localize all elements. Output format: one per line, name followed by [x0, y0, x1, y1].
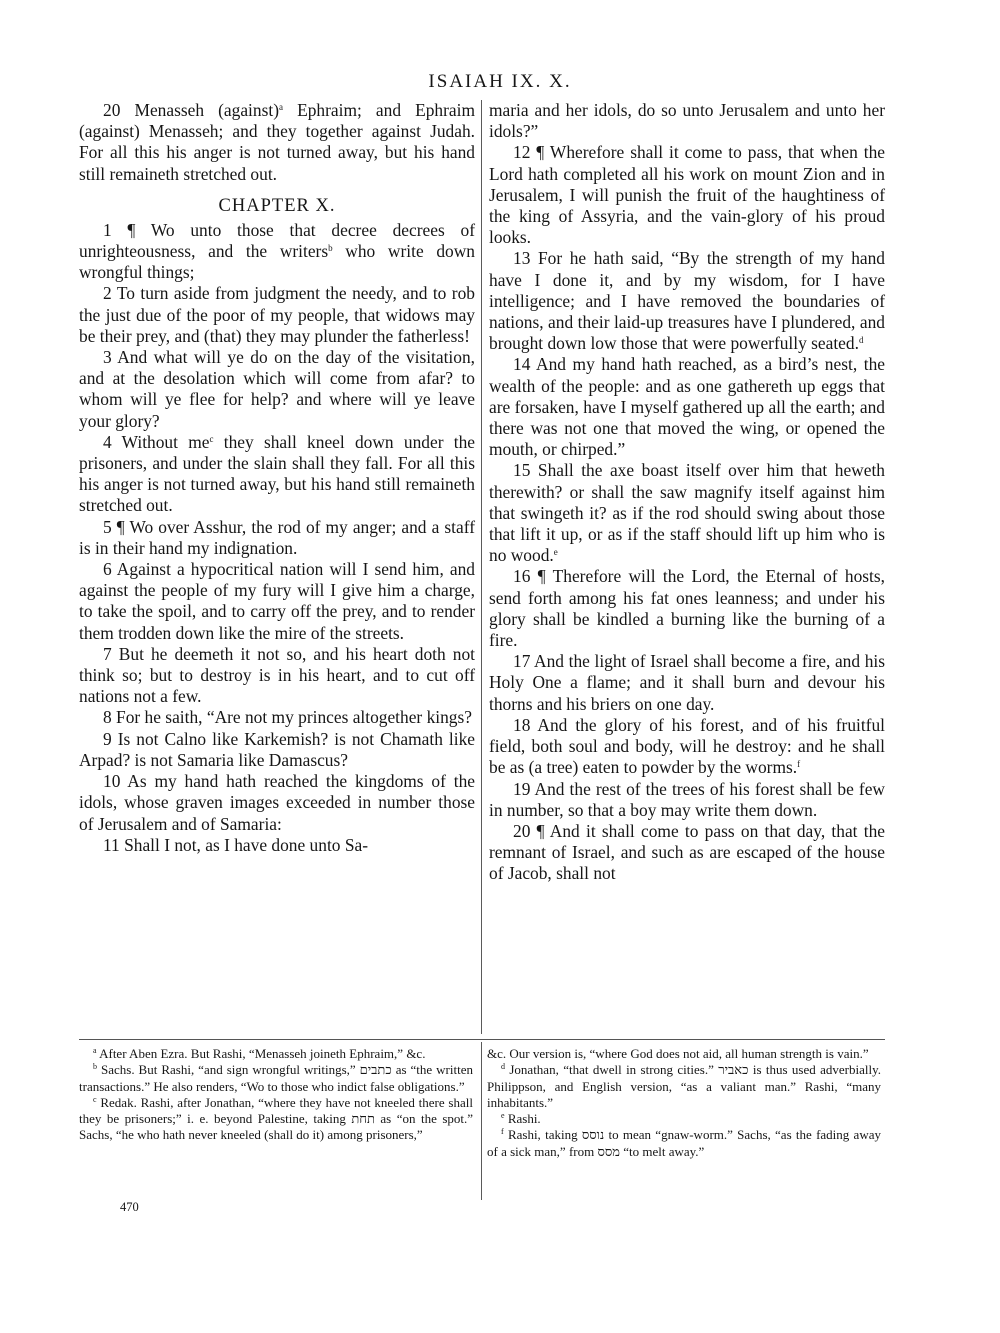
- footnote-c: $^c$ Redak. Rashi, after Jonathan, “where they have not kneeled there shall they be prisoners;” i. e. beyond Palestine, taking תחת as “on the spot.” Sachs, “he who hath never kneeled (shall do it) among prisoners,”: [79, 1094, 474, 1143]
- verse-10-5: 5 ¶ Wo over Asshur, the rod of my anger; and a staff is in their hand my indignation.: [79, 516, 475, 558]
- verse-10-9: 9 Is not Calno like Karkemish? is not Chamath like Arpad? is not Samaria like Damascus?: [79, 728, 475, 770]
- footnote-b: $^b$ Sachs. But Rashi, “and sign wrongful writings,” כתבים as “the written transactions.” He also renders, “Wo to those who indict false obligations.”: [79, 1062, 473, 1094]
- verse-10-16: 16 ¶ Therefore will the Lord, the Eternal of hosts, send forth among his fat ones leanness; and under his glory shall be kindled a burning like the burning of a fire.: [489, 566, 885, 651]
- verse-10-6: 6 Against a hypocritical nation will I send him, and against the people of my fury will I give him a charge, to take the spoil, and to carry off the prey, and to render them trodden down like the mire of the streets.: [79, 559, 475, 643]
- verse-10-19: 19 And the rest of the trees of his forest shall be few in number, so that a boy may write them down.: [489, 778, 885, 820]
- verse-10-13: 13 For he hath said, “By the strength of my hand have I done it, and by my wisdom, for I have intelligence; and I have removed the boundaries of nations, and their laid-up treasures have I plundered, and brought down low those that were powerfully seated.$^d$: [489, 248, 885, 354]
- footnote-ref-b: b: [328, 243, 333, 254]
- footnote-c-continued: &c. Our version is, “where God does not aid, all human strength is vain.”: [487, 1046, 869, 1061]
- verse-10-11-continued: maria and her idols, do so unto Jerusalem and unto her idols?”: [489, 100, 885, 142]
- column-divider: [481, 100, 482, 1034]
- verse-10-11: 11 Shall I not, as I have done unto Sa-: [103, 834, 368, 855]
- footnote-rule: [79, 1039, 885, 1040]
- verse-10-15: 15 Shall the axe boast itself over him that heweth therewith? or shall the saw magnify itself against him that swingeth it? as if the rod should swing about those that lift it up, or as if the staff should lift up him who is no wood.$^e$: [489, 460, 885, 566]
- footnote-ref-d: d: [858, 335, 864, 346]
- footnotes-left: [79, 1046, 473, 1144]
- verse-10-17: 17 And the light of Israel shall become a fire, and his Holy One a flame; and it shall burn and devour his thorns and his briers on one day.: [489, 651, 885, 714]
- left-text-column: [79, 100, 475, 856]
- footnotes-right: [487, 1046, 881, 1160]
- verse-10-3: 3 And what will ye do on the day of the visitation, and at the desolation which will come from afar? to whom will ye flee for help? and where will ye leave your glory?: [79, 347, 475, 431]
- verse-10-2: 2 To turn aside from judgment the needy, and to rob the just due of the poor of my people, that widows may be their prey, and (that) they may plunder the fatherless!: [79, 283, 475, 346]
- footnote-ref-f: f: [797, 759, 801, 770]
- verse-10-10: 10 As my hand hath reached the kingdoms of the idols, whose graven images exceeded in number those of Jerusalem and of Samaria:: [79, 771, 475, 834]
- verse-10-12: 12 ¶ Wherefore shall it come to pass, that when the Lord hath completed all his work on mount Zion and in Jerusalem, I will punish the fruit of the haughtiness of the king of Assyria, and the vain-glory of his proud looks.: [489, 142, 885, 248]
- verse-10-1: 1 ¶ Wo unto those that decree decrees of unrighteousness, and the writers$^b$ who write down wrongful things;: [79, 219, 475, 283]
- footnote-d: $^d$ Jonathan, “that dwell in strong cities.” כאביר is thus used adverbially. Philippson, and English version, “as a valiant man.” Rashi, “many inhabitants.”: [487, 1062, 881, 1110]
- right-text-column: [489, 100, 885, 885]
- verse-10-14: 14 And my hand hath reached, as a bird’s nest, the wealth of the people: and as one gathereth up eggs that are forsaken, have I myself gathered up all the earth; and there was not one that moved the wing, or opened the mouth, or chirped.”: [489, 354, 885, 460]
- footnote-ref-e: e: [553, 547, 558, 558]
- chapter-heading: CHAPTER X.: [218, 195, 336, 216]
- verse-10-7: 7 But he deemeth it not so, and his heart doth not think so; but to destroy is in his heart, and to cut off nations not a few.: [79, 643, 475, 707]
- verse-10-4: 4 Without $me^c$ they shall kneel down under the prisoners, and under the slain shall they fall. For all this his anger is not turned away, but his hand still remaineth stretched out.: [79, 431, 475, 516]
- running-head: ISAIAH IX. X.: [428, 71, 572, 92]
- footnote-column-divider: [481, 1042, 482, 1200]
- verse-10-8: 8 For he saith, “Are not my princes altogether kings?: [103, 707, 472, 728]
- footnote-ref-a: a: [278, 102, 283, 112]
- verse-9-20: 20 Menasseh (against)$^a$ Ephraim; and Ephraim (against) Menasseh; and they together against Judah. For all this his anger is not turned away, but his hand still remaineth stretched out.: [79, 100, 475, 184]
- verse-10-18: 18 And the glory of his forest, and of his fruitful field, both soul and body, will he destroy: and he shall be as (a tree) eaten to powder by the worms.$^f$: [489, 714, 885, 778]
- footnote-e: $^e$ Rashi.: [501, 1111, 541, 1127]
- footnote-f: $^f$ Rashi, taking נוסס to mean “gnaw-worm.” Sachs, “as the fading away of a sick man,” from מסס “to melt away.”: [487, 1127, 881, 1159]
- footnote-a: $^a$ After Aben Ezra. But Rashi, “Menasseh joineth Ephraim,” &c.: [93, 1046, 426, 1061]
- page-number: 470: [120, 1200, 139, 1214]
- footnote-ref-c: c: [209, 433, 214, 444]
- verse-10-20: 20 ¶ And it shall come to pass on that day, that the remnant of Israel, and such as are escaped of the house of Jacob, shall not: [489, 820, 885, 884]
